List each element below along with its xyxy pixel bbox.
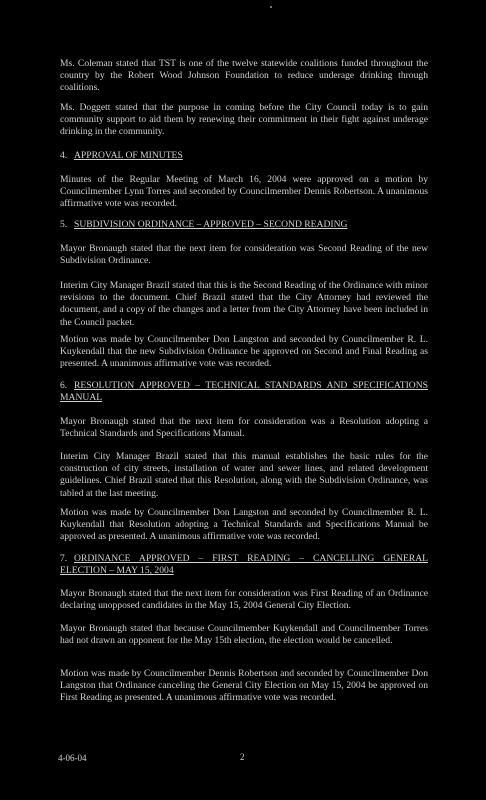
section-6-paragraph: Interim City Manager Brazil stated that this manual establishes the basic rules for the construction of city streets, installation of water and sewer lines, and related development guidelines. Chief Brazil stated that this Resolution, along with the Subdivision Ordinance, was tabled at the last meeting. (60, 451, 428, 499)
section-5-paragraph: Motion was made by Councilmember Don Langston and seconded by Councilmember R. L. Kuykendall that the new Subdivision Ordinance be approved on Second and Final Reading as presented. A unanimous affirmative vote was recorded. (60, 334, 428, 370)
section-title: APPROVAL OF MINUTES (74, 150, 183, 161)
section-7-heading (60, 553, 428, 577)
section-4-heading (60, 150, 428, 162)
section-5-heading (60, 219, 428, 231)
section-7-paragraph: Mayor Bronaugh stated that the next item for consideration was First Reading of an Ordinance declaring unopposed candidates in the May 15, 2004 General City Election. (60, 588, 428, 612)
section-title: RESOLUTION APPROVED – TECHNICAL STANDARDS AND SPECIFICATIONS MANUAL (60, 380, 428, 404)
section-7-paragraph: Mayor Bronaugh stated that because Councilmember Kuykendall and Councilmember Torres had not drawn an opponent for the May 15th election, the election would be cancelled. (60, 623, 428, 647)
footer-page-number: 2 (240, 752, 245, 762)
paragraph-doggett: Ms. Doggett stated that the purpose in coming before the City Council today is to gain community support to aid them by renewing their commitment in their fight against underage drinking in the community. (60, 102, 428, 138)
section-7-paragraph: Motion was made by Councilmember Dennis Robertson and seconded by Councilmember Don Langston that Ordinance canceling the General City Election on May 15, 2004 be approved on First Reading as presented. A unanimous affirmative vote was recorded. (60, 668, 428, 704)
section-title: ORDINANCE APPROVED – FIRST READING – CANCELLING GENERAL ELECTION – MAY 15, 2004 (60, 553, 428, 577)
section-5-paragraph: Mayor Bronaugh stated that the next item for consideration was Second Reading of the new Subdivision Ordinance. (60, 243, 428, 267)
section-number: 7. (60, 553, 68, 564)
footer-date: 4-06-04 (58, 753, 87, 763)
section-5-paragraph: Interim City Manager Brazil stated that this is the Second Reading of the Ordinance with minor revisions to the document. Chief Brazil stated that the City Attorney had reviewed the document, and a copy of the changes and a letter from the City Attorney have been included in the Council packet. (60, 280, 428, 328)
paragraph-coleman: Ms. Coleman stated that TST is one of the twelve statewide coalitions funded throughout the country by the Robert Wood Johnson Foundation to reduce underage drinking through coalitions. (60, 58, 428, 94)
section-4-text: Minutes of the Regular Meeting of March 16, 2004 were approved on a motion by Councilmember Lynn Torres and seconded by Councilmember Dennis Robertson. A unanimous affirmative vote was recorded. (60, 174, 428, 210)
section-number: 4. (60, 150, 68, 161)
scan-speck (270, 6, 272, 8)
section-number: 5. (60, 219, 68, 230)
section-6-paragraph: Motion was made by Councilmember Don Langston and seconded by Councilmember R. L. Kuykendall that Resolution adopting a Technical Standards and Specifications Manual be approved as presented. A unanimous affirmative vote was recorded. (60, 507, 428, 543)
section-title: SUBDIVISION ORDINANCE – APPROVED – SECOND READING (74, 219, 348, 230)
section-number: 6. (60, 380, 68, 391)
section-6-paragraph: Mayor Bronaugh stated that the next item for consideration was a Resolution adopting a Technical Standards and Specifications Manual. (60, 416, 428, 440)
section-6-heading (60, 380, 428, 404)
